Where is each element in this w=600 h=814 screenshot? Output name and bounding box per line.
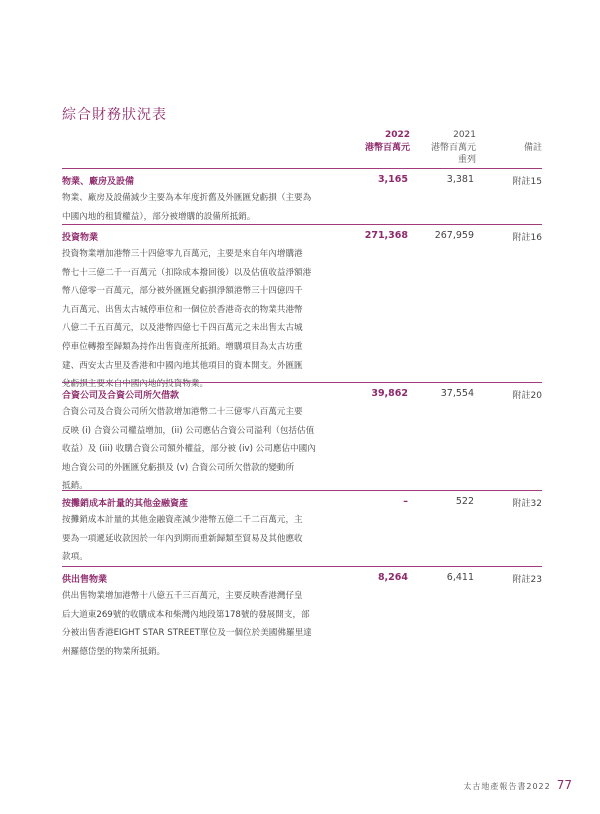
note-ref: 附註16 [512, 233, 542, 243]
note-ref: 附註15 [512, 177, 542, 187]
section-investment-properties [62, 224, 542, 390]
body-line: 九百萬元、出售太古城停車位和一個位於香港奇衣的物業共港幣 [62, 304, 303, 315]
section-body [62, 189, 330, 226]
page-footer [463, 778, 572, 792]
section-title: 物業、廠房及設備 [62, 177, 135, 187]
body-line: 物業、廠房及設備減少主要為本年度折舊及外匯匯兌虧損（主要為 [62, 193, 312, 203]
column-year-2021: 2021 [453, 130, 476, 140]
body-line: 地合資公司的外匯匯兌虧損及 (v) 合資公司所欠借款的變動所 [62, 462, 295, 473]
section-title: 按攤銷成本計量的其他金融資產 [62, 499, 189, 509]
column-restated-2021: 重列 [457, 155, 476, 165]
body-line: 八億二千五百萬元，以及港幣四億七千四百萬元之未出售太古城 [62, 323, 303, 334]
column-header-2022 [360, 129, 410, 154]
section-joint-ventures [62, 382, 542, 492]
column-header-2021 [426, 129, 476, 167]
column-year-2022: 2022 [384, 130, 410, 140]
body-line: 按攤銷成本計量的其他金融資產減少港幣五億二千二百萬元，主 [62, 515, 303, 525]
body-line: 后大道東269號的收購成本和柴灣內地段第178號的發展開支，部 [62, 609, 310, 620]
value-2021: 3,381 [446, 174, 474, 185]
value-2022: 39,862 [371, 388, 408, 399]
note-ref: 附註23 [512, 575, 542, 585]
body-line: 建、西安太古里及香港和中國內地其他項目的資本開支。外匯匯 [62, 360, 303, 371]
section-properties-for-sale [62, 566, 542, 659]
body-line: 款項。 [62, 552, 88, 563]
body-line: 供出售物業增加港幣十八億五千三百萬元，主要反映香港灣仔皇 [62, 591, 303, 601]
note-ref: 附註32 [512, 499, 542, 509]
body-line: 分被出售香港EIGHT STAR STREET單位及一個位於美國佛羅里達 [62, 628, 312, 639]
section-title: 供出售物業 [62, 575, 108, 585]
body-line: 收益）及 (iii) 收購合資公司額外權益，部分被 (iv) 公司應佔中國內 [62, 444, 316, 455]
value-2021: 37,554 [440, 388, 474, 399]
section-body [62, 245, 330, 394]
body-line: 停車位轉撥至歸類為持作出售資產所抵銷。增購項目為太古坊重 [62, 341, 303, 352]
value-2022: – [403, 496, 408, 507]
body-line: 兌虧損主要來自中國內地的投資物業。 [62, 379, 209, 390]
section-body [62, 511, 330, 567]
body-line: 要為一項遞延收款因於一年內到期而重新歸類至貿易及其他應收 [62, 533, 303, 544]
body-line: 幣七十三億二千一百萬元（扣除成本撥回後）以及估值收益淨額港 [62, 267, 312, 278]
note-ref: 附註20 [512, 391, 542, 401]
body-line: 幣八億零一百萬元，部分被外匯匯兌虧損淨額港幣三十四億四千 [62, 286, 303, 297]
body-line: 投資物業增加港幣三十四億零九百萬元，主要是來自年內增購港 [62, 249, 303, 259]
page-title: 綜合財務狀況表 [62, 107, 167, 123]
body-line: 州羅德岱堡的物業所抵銷。 [62, 646, 166, 657]
page-number: 77 [556, 778, 572, 792]
value-2022: 8,264 [377, 572, 408, 583]
section-title: 合資公司及合資公司所欠借款 [62, 391, 180, 401]
column-unit-2022: 港幣百萬元 [364, 142, 410, 153]
column-note-label: 備註 [523, 142, 542, 153]
value-2021: 267,959 [434, 230, 474, 241]
value-2021: 522 [455, 496, 474, 507]
body-line: 反映 (i) 合資公司權益增加，(ii) 公司應佔合資公司溢利（包括估值 [62, 425, 315, 436]
column-header-note [500, 129, 542, 154]
value-2022: 3,165 [377, 174, 408, 185]
body-line: 合資公司及合資公司所欠借款增加港幣二十三億零八百萬元主要 [62, 407, 303, 417]
column-unit-2021: 港幣百萬元 [430, 142, 476, 153]
value-2022: 271,368 [364, 230, 408, 241]
body-line: 抵銷。 [62, 481, 88, 492]
section-title: 投資物業 [62, 233, 99, 243]
body-line: 中國內地的租賃權益），部分被增購的設備所抵銷。 [62, 211, 256, 222]
section-other-financial-assets [62, 490, 542, 565]
section-body [62, 587, 330, 661]
section-body [62, 403, 330, 496]
value-2021: 6,411 [446, 572, 474, 583]
section-property-plant-equipment [62, 168, 542, 225]
report-name: 太古地產報告書2022 [463, 782, 551, 791]
